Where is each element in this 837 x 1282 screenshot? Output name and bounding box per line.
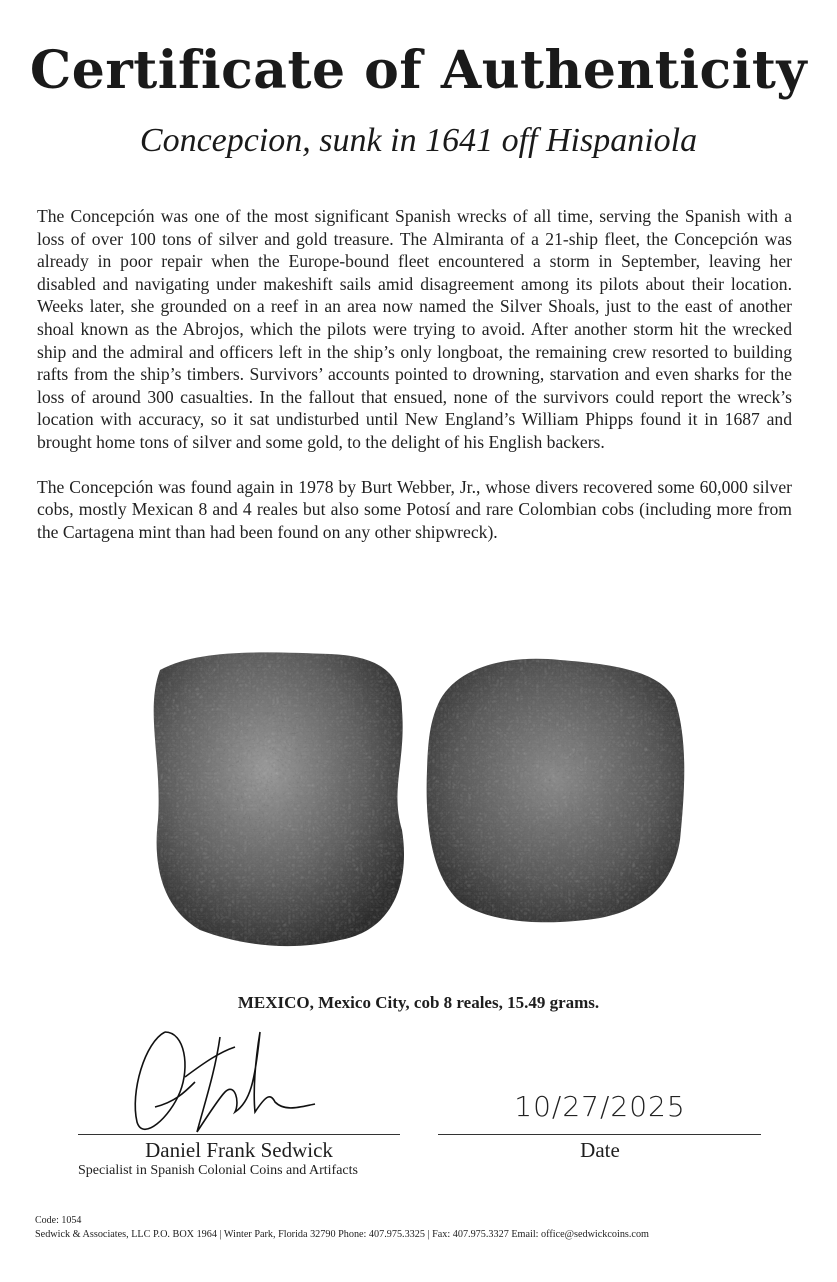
signature-line bbox=[78, 1134, 400, 1135]
coin-reverse bbox=[427, 659, 685, 923]
date-value: 10/27/2025 bbox=[514, 1090, 686, 1123]
history-paragraph: The Concepción was found again in 1978 by Burt Webber, Jr., whose divers recovered some 60,000 silver cobs, mostly Mexican 8 and 4 reales but also some Potosí and rare Colombian cobs (including more from the Cartagena mint than had been found on any other shipwreck). bbox=[37, 476, 792, 542]
company-contact: Sedwick & Associates, LLC P.O. BOX 1964 | Winter Park, Florida 32790 Phone: 407.975.3325 | Fax: 407.975.3327 Email: office@sedwickcoins.com bbox=[35, 1229, 649, 1240]
signature-image bbox=[125, 1022, 325, 1137]
certificate-subtitle: Concepcion, sunk in 1641 off Hispaniola bbox=[139, 122, 698, 159]
certificate-title: Certificate of Authenticity bbox=[29, 40, 808, 101]
date-line bbox=[438, 1134, 761, 1135]
history-paragraph: The Concepción was one of the most significant Spanish wrecks of all time, serving the Spanish with a loss of over 100 tons of silver and gold treasure. The Almiranta of a 21-ship fleet, the Concepción was already in poor repair when the Europe-bound fleet encountered a storm in September, leaving her disabled and navigating under makeshift sails amid disagreement among its pilots about their location. Weeks later, she grounded on a reef in an area now named the Silver Shoals, just to the east of another shoal known as the Abrojos, which the pilots were trying to avoid. After another storm hit the wrecked ship and the admiral and officers left in the ship’s only longboat, the remaining crew resorted to building rafts from the ship’s timbers. Survivors’ accounts pointed to drowning, starvation and even sharks for the loss of around 300 casualties. In the fallout that ensued, none of the survivors could report the wreck’s location with accuracy, so it sat undisturbed until New England’s William Phipps found it in 1687 and brought home tons of silver and some gold, to the delight of his English backers. bbox=[37, 206, 792, 452]
signer-name: Daniel Frank Sedwick bbox=[145, 1138, 333, 1162]
coin-photo bbox=[140, 640, 700, 960]
history-text bbox=[37, 205, 792, 565]
date-label: Date bbox=[580, 1138, 620, 1162]
item-code: Code: 1054 bbox=[35, 1215, 82, 1226]
coin-obverse bbox=[154, 652, 404, 946]
signer-role: Specialist in Spanish Colonial Coins and Artifacts bbox=[78, 1163, 358, 1178]
coin-caption: MEXICO, Mexico City, cob 8 reales, 15.49 grams. bbox=[237, 993, 600, 1012]
